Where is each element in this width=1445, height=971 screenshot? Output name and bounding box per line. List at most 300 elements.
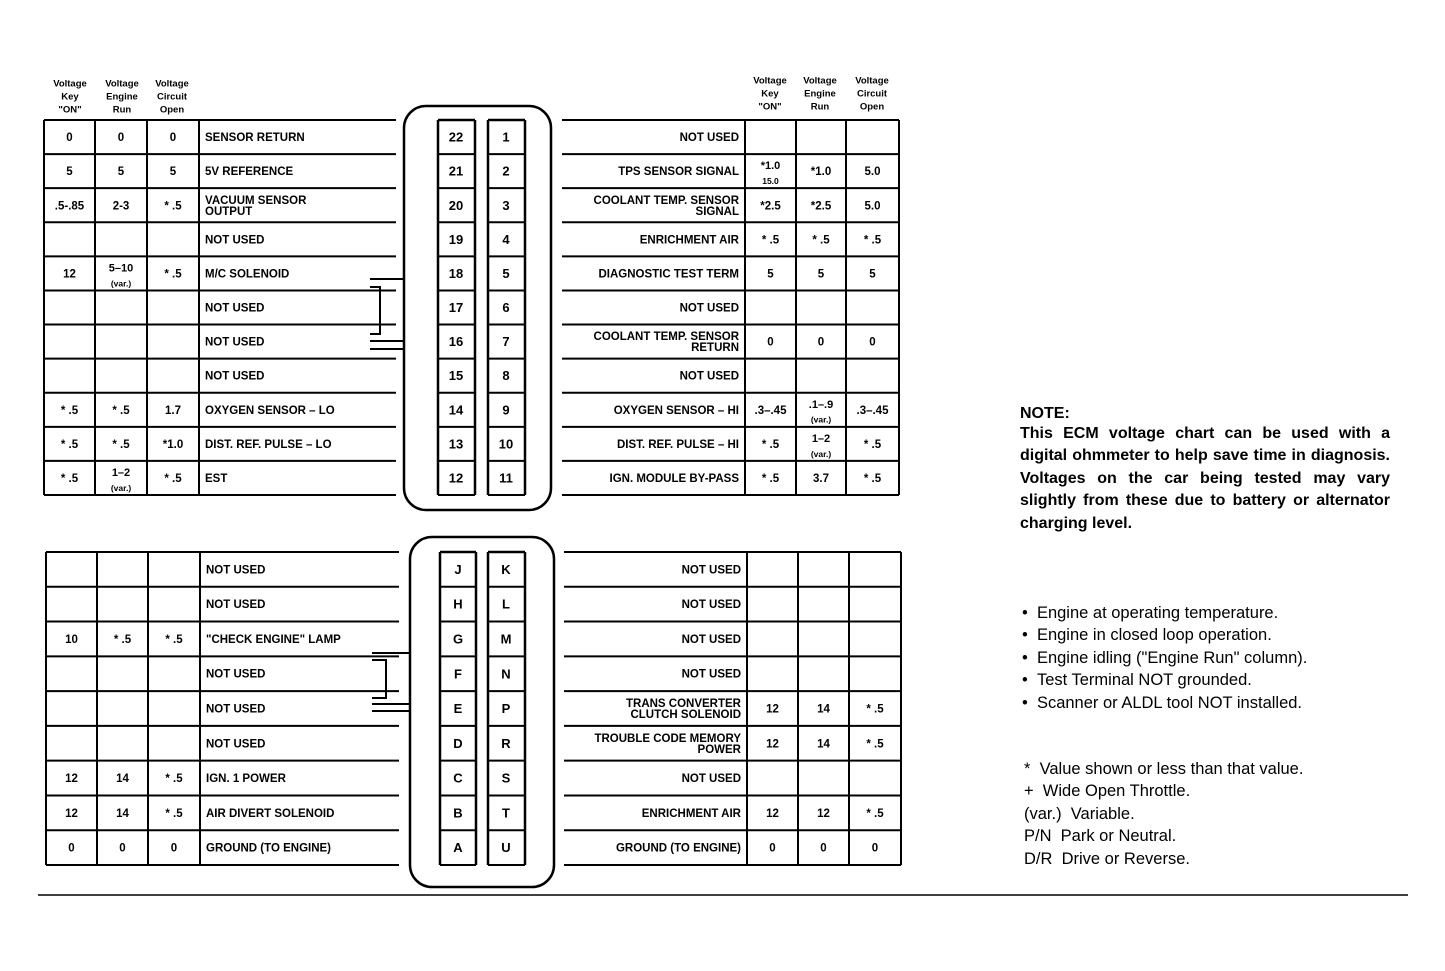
text-line: T [502,805,510,821]
text-line: Voltage [803,75,837,87]
pin-number [501,666,510,681]
text-line: .1–.9 [808,398,834,411]
text-line: 13 [448,436,464,452]
text-line: 5 [817,268,825,281]
text-line: NOT USED [679,370,739,383]
pin-function-label [598,268,739,280]
condition-item: • Engine at operating temperature. [1022,602,1307,624]
voltage-value [869,268,876,280]
voltage-value-note [762,176,779,186]
voltage-value [767,268,774,280]
text-line: 12 [817,807,830,820]
pin-number [502,368,509,383]
text-line: 14 [448,402,464,418]
text-line: Voltage [155,78,189,90]
voltage-value [818,337,824,349]
voltage-value [165,808,183,820]
pin-number [453,631,463,646]
voltage-value [817,808,830,820]
text-line: * .5 [761,438,780,451]
pin-number [502,334,509,349]
pin-function-label [206,634,341,646]
voltage-value [865,200,881,212]
text-line: 5 [117,166,125,179]
text-line: 5 [767,268,774,281]
text-line: 0 [817,336,825,349]
text-line: SIGNAL [695,205,739,218]
voltage-value [164,473,182,485]
legend-item: P/N Park or Neutral. [1024,827,1177,846]
voltage-value [65,808,78,820]
pin-number [449,402,464,417]
text-line: EST [205,472,228,485]
text-line: 16 [448,334,464,350]
text-line: DIAGNOSTIC TEST TERM [598,268,739,281]
connector-key-tab [372,653,410,711]
text-line: 0 [769,842,776,855]
condition-item: • Scanner or ALDL tool NOT installed. [1022,692,1307,714]
text-line: "CHECK ENGINE" LAMP [206,633,341,646]
text-line: 6 [502,300,510,316]
text-line: IGN. MODULE BY-PASS [609,472,739,485]
text-line: Voltage [53,78,87,90]
voltage-value [66,166,73,178]
pin-function-label [682,773,741,785]
text-line: * .5 [164,200,182,213]
voltage-value [818,268,825,280]
connector-housing-top [404,106,551,510]
pin-function-label [614,405,739,417]
text-line: 14 [817,738,830,751]
pin-function-label [205,303,264,315]
pin-function-label [205,132,305,144]
pin-number [453,840,463,855]
text-line: 3.7 [813,472,829,485]
text-line: 22 [448,129,464,145]
text-line: 18 [448,265,464,281]
pin-function-label [206,704,265,716]
text-line: 20 [448,197,464,213]
text-line: *1.0 [162,438,184,451]
legend-item: D/R Drive or Reverse. [1024,849,1190,868]
pin-function-label [682,599,741,611]
pin-function-label [682,564,741,576]
condition-item: • Engine idling ("Engine Run" column). [1022,647,1307,669]
legend-item: * Value shown or less than that value. [1024,760,1304,778]
pin-function-label [206,564,265,576]
pin-function-label [682,669,741,681]
text-line: 0 [170,842,178,855]
condition-item: • Test Terminal NOT grounded. [1022,669,1307,691]
text-line: 5 [66,166,73,179]
pin-function-label [205,337,264,349]
column-header [53,78,87,115]
text-line: * .5 [60,438,79,451]
text-line: 5V REFERENCE [205,166,294,179]
pin-function-label [618,166,739,178]
voltage-value [65,773,78,785]
text-line: 5 [169,166,177,179]
voltage-value-note [111,278,131,288]
text-line: ENRICHMENT AIR [641,807,741,820]
text-line: (var.) [110,482,132,493]
text-line: NOT USED [681,599,741,612]
voltage-value [755,405,788,417]
text-line: 17 [448,300,464,316]
text-line: *2.5 [810,200,832,213]
pin-number [449,198,463,213]
voltage-value [761,160,781,172]
pin-number [449,164,463,179]
text-line: (var.) [810,448,832,459]
pin-number [454,562,461,577]
pin-number [453,771,463,786]
pin-number [449,368,463,383]
voltage-value [164,268,182,280]
voltage-value [811,200,832,212]
text-line: NOT USED [205,234,265,247]
text-line: DIST. REF. PULSE – LO [205,438,332,451]
voltage-value [766,704,779,716]
text-line: 0 [68,842,75,855]
text-line: Circuit [156,91,188,103]
voltage-value [820,843,826,855]
text-line: 0 [767,336,774,349]
text-line: * .5 [866,703,884,716]
voltage-value-note [811,415,831,425]
text-line: OUTPUT [205,205,253,218]
text-line: *2.5 [760,200,781,213]
text-line: * .5 [165,633,183,646]
pin-number [453,736,462,751]
voltage-value [760,200,781,212]
pin-number [501,562,511,577]
text-line: 8 [502,368,510,384]
text-line: AIR DIVERT SOLENOID [206,807,335,820]
text-line: * .5 [812,234,830,247]
voltage-value [112,439,130,451]
voltage-value [63,268,76,280]
pin-function-label [594,733,741,756]
text-line: NOT USED [206,599,266,612]
text-line: 1 [502,129,510,145]
voltage-value [864,234,882,246]
column-header [803,75,837,112]
pin-function-label [610,473,740,485]
text-line: 19 [448,231,464,247]
condition-item: • Engine in closed loop operation. [1022,624,1307,646]
pin-number [449,266,463,281]
pin-number [501,631,512,646]
text-line: * .5 [863,438,882,451]
text-line: * .5 [866,738,884,751]
text-line: * .5 [165,807,183,820]
pin-function-label [205,234,264,246]
text-line: CLUTCH SOLENOID [630,709,741,722]
text-line: B [453,805,463,821]
pin-number [454,666,462,681]
voltage-value [866,738,884,750]
pin-number [502,130,509,145]
voltage-value [164,200,182,212]
text-line: L [502,596,510,612]
pin-function-label [642,808,742,820]
pin-number [501,840,510,855]
column-header [105,78,139,115]
text-line: .3–.45 [856,404,889,417]
text-line: 14 [817,703,830,716]
text-line: 5.0 [864,200,881,213]
text-line: Open [859,101,885,113]
text-line: IGN. 1 POWER [206,773,286,786]
text-line: NOT USED [205,302,265,315]
text-line: R [501,735,511,751]
voltage-value [769,843,775,855]
pin-function-label [205,195,307,218]
text-line: 1.7 [165,404,181,417]
text-line: "ON" [58,104,82,116]
pin-number [502,805,510,820]
voltage-value [864,473,882,485]
text-line: 12 [65,773,78,786]
text-line: * .5 [164,268,182,281]
text-line: * .5 [112,438,130,451]
text-line: 1–2 [111,466,131,479]
text-line: VACUUM SENSOR [205,194,307,207]
voltage-value [762,439,780,451]
text-line: RETURN [691,342,739,355]
pin-number [499,471,513,486]
pin-function-label [594,195,740,218]
pin-function-label [640,234,740,246]
text-line: Voltage [105,78,139,90]
text-line: 5–10 [108,262,134,275]
voltage-value [61,405,79,417]
text-line: .5-.85 [54,200,85,213]
text-line: Key [61,91,79,103]
legend [1024,758,1303,870]
text-line: 12 [65,807,78,820]
text-line: E [453,701,463,717]
pin-function-label [205,371,264,383]
text-line: Engine [106,91,138,103]
pin-number [449,334,463,349]
text-line: * .5 [113,633,132,646]
voltage-value [119,843,125,855]
pin-number [449,471,463,486]
pin-function-label [205,473,227,485]
text-line: K [501,561,511,577]
pin-function-label [205,439,332,451]
text-line: D [453,735,463,751]
pin-function-label [682,634,741,646]
voltage-value [864,439,882,451]
text-line: A [453,840,463,856]
text-line: 0 [117,132,125,145]
text-line: * .5 [164,472,182,485]
voltage-value [112,467,130,479]
text-line: SENSOR RETURN [205,132,305,145]
text-line: 0 [119,842,126,855]
voltage-value [170,166,177,178]
text-line: * .5 [863,234,882,247]
text-line: OXYGEN SENSOR – LO [205,404,335,417]
connector-housing-bottom [410,537,554,887]
text-line: NOT USED [206,703,266,716]
text-line: "ON" [758,101,782,113]
voltage-value [165,634,183,646]
pin-function-label [206,808,334,820]
voltage-value [170,132,176,144]
voltage-value [866,704,884,716]
text-line: * .5 [761,234,780,247]
text-line: NOT USED [206,668,266,681]
text-line: F [454,666,462,682]
voltage-value [812,433,830,445]
voltage-value [61,473,79,485]
text-line: * .5 [761,472,780,485]
text-line: * .5 [866,807,884,820]
pin-function-label [616,843,741,855]
text-line: Run [810,101,830,113]
voltage-value [109,262,133,274]
text-line: TPS SENSOR SIGNAL [618,166,739,179]
voltage-value [857,405,890,417]
text-line: * .5 [165,773,183,786]
pin-number [449,130,463,145]
text-line: GROUND (TO ENGINE) [615,842,741,855]
text-line: M [500,631,512,647]
pin-number [454,701,463,716]
text-line: COOLANT TEMP. SENSOR [593,194,739,207]
voltage-value [811,166,831,178]
text-line: NOT USED [206,738,266,751]
pin-number [502,198,509,213]
text-line: 0 [869,336,876,349]
text-line: TROUBLE CODE MEMORY [594,732,741,745]
voltage-value [112,405,130,417]
text-line: C [453,770,463,786]
pin-function-label [626,698,742,721]
text-line: 0 [66,132,73,145]
text-line: NOT USED [681,668,741,681]
text-line: DIST. REF. PULSE – HI [616,438,739,451]
voltage-value [817,738,830,750]
text-line: 12 [766,703,779,716]
voltage-value [116,773,129,785]
voltage-value [809,399,833,411]
pin-number [502,164,509,179]
text-line: 0 [820,842,827,855]
pin-function-label [206,599,265,611]
text-line: NOT USED [206,564,266,577]
pin-function-label [680,303,739,315]
pin-function-label [594,331,740,354]
voltage-value [113,200,130,212]
voltage-value [762,473,780,485]
voltage-value [766,738,779,750]
text-line: 15 [448,368,464,384]
pin-function-label [680,371,739,383]
pin-number [502,771,511,786]
text-line: 5.0 [864,166,881,179]
text-line: NOT USED [205,370,265,383]
text-line: S [501,770,511,786]
voltage-value [118,166,125,178]
text-line: TRANS CONVERTER [625,698,741,711]
text-line: (var.) [110,278,132,289]
text-line: GROUND (TO ENGINE) [206,842,332,855]
voltage-value [65,634,78,646]
text-line: 0 [871,842,879,855]
pin-number [502,597,510,612]
text-line: G [452,631,464,647]
legend-item: (var.) Variable. [1024,804,1135,823]
voltage-value [118,132,124,144]
voltage-value [869,337,875,349]
voltage-value [114,634,132,646]
text-line: OXYGEN SENSOR – HI [613,404,739,417]
text-line: 12 [63,268,76,281]
pin-number [449,232,463,247]
text-line: COOLANT TEMP. SENSOR [593,331,739,344]
text-line: Key [761,88,779,100]
text-line: 0 [169,132,177,145]
text-line: 14 [116,773,129,786]
voltage-value [767,337,773,349]
legend-item: + Wide Open Throttle. [1024,782,1191,801]
pin-function-label [205,405,335,417]
text-line: *1.0 [810,166,832,179]
pin-function-label [206,669,265,681]
text-line: 1–2 [811,432,831,445]
text-line: NOT USED [681,564,741,577]
text-line: 2 [502,163,510,179]
text-line: Voltage [753,75,787,87]
voltage-value [66,132,72,144]
text-line: .3–.45 [754,404,787,417]
text-line: Circuit [856,88,888,100]
text-line: M/C SOLENOID [205,268,290,281]
text-line: NOT USED [205,336,265,349]
text-line: 10 [65,633,78,646]
voltage-value [163,439,183,451]
voltage-value [865,166,881,178]
pin-number [453,597,462,612]
text-line: NOT USED [679,302,739,315]
pin-number [502,266,509,281]
voltage-value [866,808,884,820]
text-line: U [501,840,511,856]
text-line: * .5 [863,472,882,485]
voltage-value [813,473,829,485]
pin-function-label [617,439,739,451]
text-line: 3 [502,197,510,213]
text-line: Open [159,104,185,116]
conditions-list [1022,602,1307,714]
voltage-value [872,843,878,855]
text-line: (var.) [810,414,832,425]
text-line: Voltage [855,75,889,87]
pin-number [501,736,511,751]
column-header [753,75,787,112]
text-line: Engine [804,88,836,100]
pin-number [502,402,509,417]
pin-number [449,436,463,451]
text-line: H [453,596,463,612]
pin-number [502,701,511,716]
pin-number [502,300,509,315]
